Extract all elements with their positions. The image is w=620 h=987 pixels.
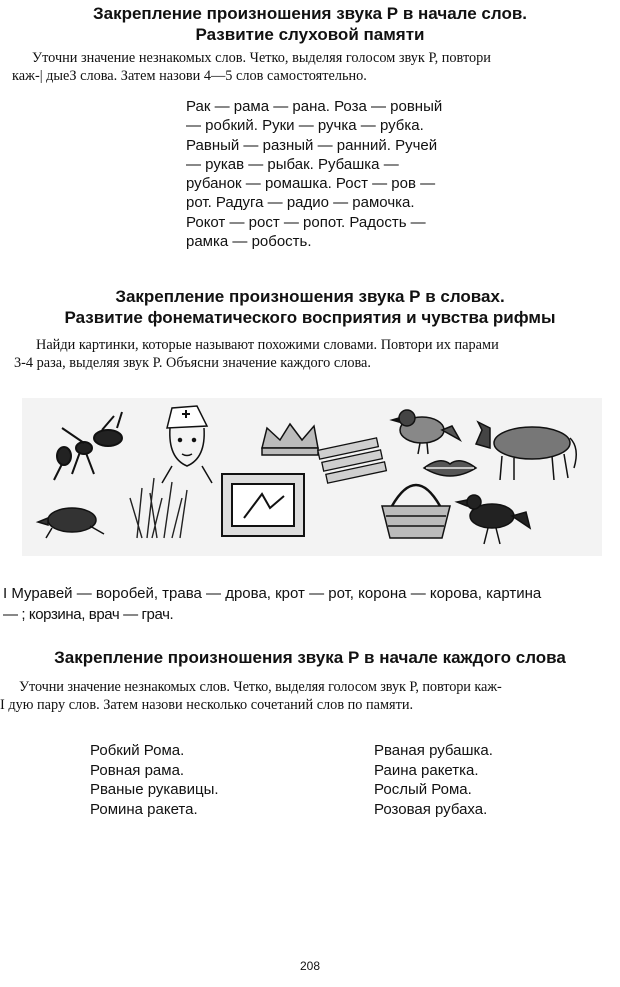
word-line: рот. Радуга — радио — рамочка. — [186, 194, 415, 212]
page-number: 208 — [299, 959, 321, 973]
phrase-item: Раина ракетка. — [374, 761, 479, 779]
word-line: Рокот — рост — ропот. Радость — — [186, 213, 426, 231]
word-line: Равный — разный — ранний. Ручей — [186, 136, 438, 154]
section2-title-line2: Развитие фонематического восприятия и чувства рифмы — [64, 308, 556, 327]
section2-instruction-line1: Найди картинки, которые называют похожими словами. Повтори их парами — [36, 337, 499, 353]
section1-instruction-line1: Уточни значение незнакомых слов. Четко, выделяя голосом звук Р, повтори — [32, 50, 491, 66]
word-line: Рак — рама — рана. Роза — ровный — [186, 98, 443, 115]
section3-instruction-line1: Уточни значение незнакомых слов. Четко, выделяя голосом звук Р, повтори каж- — [19, 679, 502, 695]
word-line: рубанок — ромашка. Рост — ров — — [186, 175, 436, 193]
section2-instruction-line2: 3-4 раза, выделяя звук Р. Объясни значение каждого слова. — [14, 355, 371, 371]
word-line: — рукав — рыбак. Рубашка — — [186, 155, 399, 173]
section3-right-column — [374, 741, 493, 819]
phrase-item: Ровная рама. — [90, 761, 185, 779]
section1-title-line2: Развитие слуховой памяти — [195, 25, 425, 44]
section3-instruction-line2: I дую пару слов. Затем назови несколько сочетаний слов по памяти. — [0, 697, 414, 713]
word-line: — робкий. Руки — ручка — рубка. — [186, 117, 424, 135]
phrase-item: Розовая рубаха. — [374, 800, 488, 818]
pictures-illustration — [22, 398, 602, 556]
word-line: рамка — робость. — [186, 233, 312, 251]
section1-title-line1: Закрепление произношения звука Р в начале слов. — [92, 4, 528, 23]
section3-title: Закрепление произношения звука Р в начале каждого слова — [54, 648, 566, 667]
phrase-item: Рослый Рома. — [374, 781, 472, 798]
section2-answer-line1: I Муравей — воробей, трава — дрова, крот — рот, корона — корова, картина — [3, 585, 542, 602]
painting-picture — [222, 474, 304, 536]
phrase-item: Рваная рубашка. — [374, 742, 493, 759]
phrase-item: Рваные рукавицы. — [90, 781, 219, 798]
phrase-item: Ромина ракета. — [90, 800, 198, 818]
section2-title-line1: Закрепление произношения звука Р в словах. — [115, 287, 505, 306]
section2-answer-line2: — ; корзина, врач — грач. — [3, 606, 174, 623]
phrase-item: Робкий Рома. — [90, 742, 185, 759]
section1-word-block — [186, 97, 442, 251]
section3-left-column — [90, 741, 219, 819]
section1-instruction-line2: каж-| дыеЗ слова. Затем назови 4—5 слов самостоятельно. — [12, 68, 367, 84]
